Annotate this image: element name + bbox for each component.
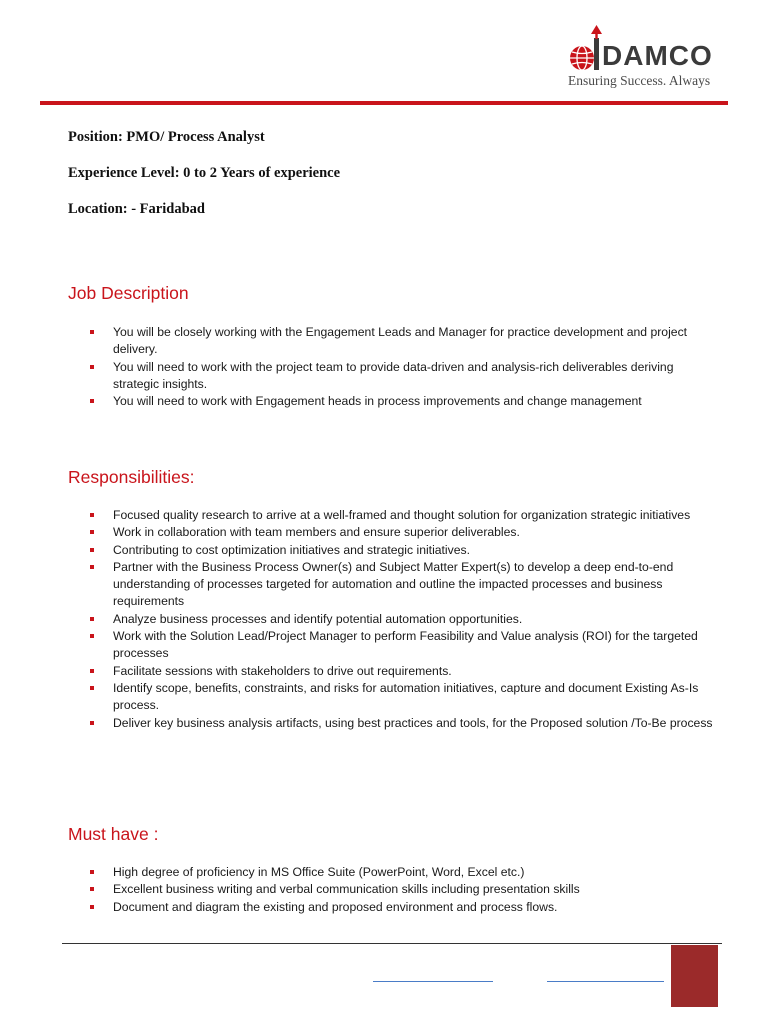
must-have-list [90, 864, 720, 916]
list-item: Excellent business writing and verbal communication skills including presentation skills [90, 881, 720, 898]
list-item: Work in collaboration with team members and ensure superior deliverables. [90, 524, 722, 541]
job-description-heading: Job Description [68, 283, 189, 303]
company-tagline: Ensuring Success. Always [568, 73, 711, 88]
list-item: Identify scope, benefits, constraints, and risks for automation initiatives, capture and document Existing As-Is process. [90, 680, 722, 715]
list-item: Focused quality research to arrive at a well-framed and thought solution for organization strategic initiatives [90, 507, 722, 524]
responsibilities-list [90, 507, 722, 732]
position-line: Position: PMO/ Process Analyst [68, 129, 265, 145]
list-item: You will be closely working with the Engagement Leads and Manager for practice development and project delivery. [90, 324, 715, 359]
experience-line: Experience Level: 0 to 2 Years of experience [68, 165, 341, 181]
job-description-list [90, 324, 715, 410]
footer-divider [62, 943, 722, 944]
must-have-heading: Must have : [68, 824, 159, 844]
responsibilities-heading: Responsibilities: [68, 467, 195, 487]
list-item: You will need to work with the project team to provide data-driven and analysis-rich deliverables deriving strategic insights. [90, 359, 715, 394]
list-item: Facilitate sessions with stakeholders to drive out requirements. [90, 663, 722, 680]
list-item: Analyze business processes and identify potential automation opportunities. [90, 611, 722, 628]
list-item: Partner with the Business Process Owner(s) and Subject Matter Expert(s) to develop a deep end-to-end understanding of processes targeted for automation and outline the impacted processes and business requirements [90, 559, 722, 611]
footer-link-line [373, 981, 493, 982]
location-line: Location: - Faridabad [68, 201, 205, 217]
list-item: Document and diagram the existing and proposed environment and process flows. [90, 899, 720, 916]
footer-link-line [547, 981, 664, 982]
list-item: High degree of proficiency in MS Office Suite (PowerPoint, Word, Excel etc.) [90, 864, 720, 881]
footer-page-block [671, 945, 718, 1007]
list-item: Contributing to cost optimization initiatives and strategic initiatives. [90, 542, 722, 559]
list-item: Work with the Solution Lead/Project Manager to perform Feasibility and Value analysis (ROI) for the targeted processes [90, 628, 722, 663]
header-divider [40, 101, 728, 105]
list-item: Deliver key business analysis artifacts, using best practices and tools, for the Proposed solution /To-Be process [90, 715, 722, 732]
company-logo [566, 24, 736, 90]
list-item: You will need to work with Engagement heads in process improvements and change management [90, 393, 715, 410]
company-name: DAMCO [602, 40, 713, 71]
globe-arrow-logo-icon [566, 24, 606, 76]
